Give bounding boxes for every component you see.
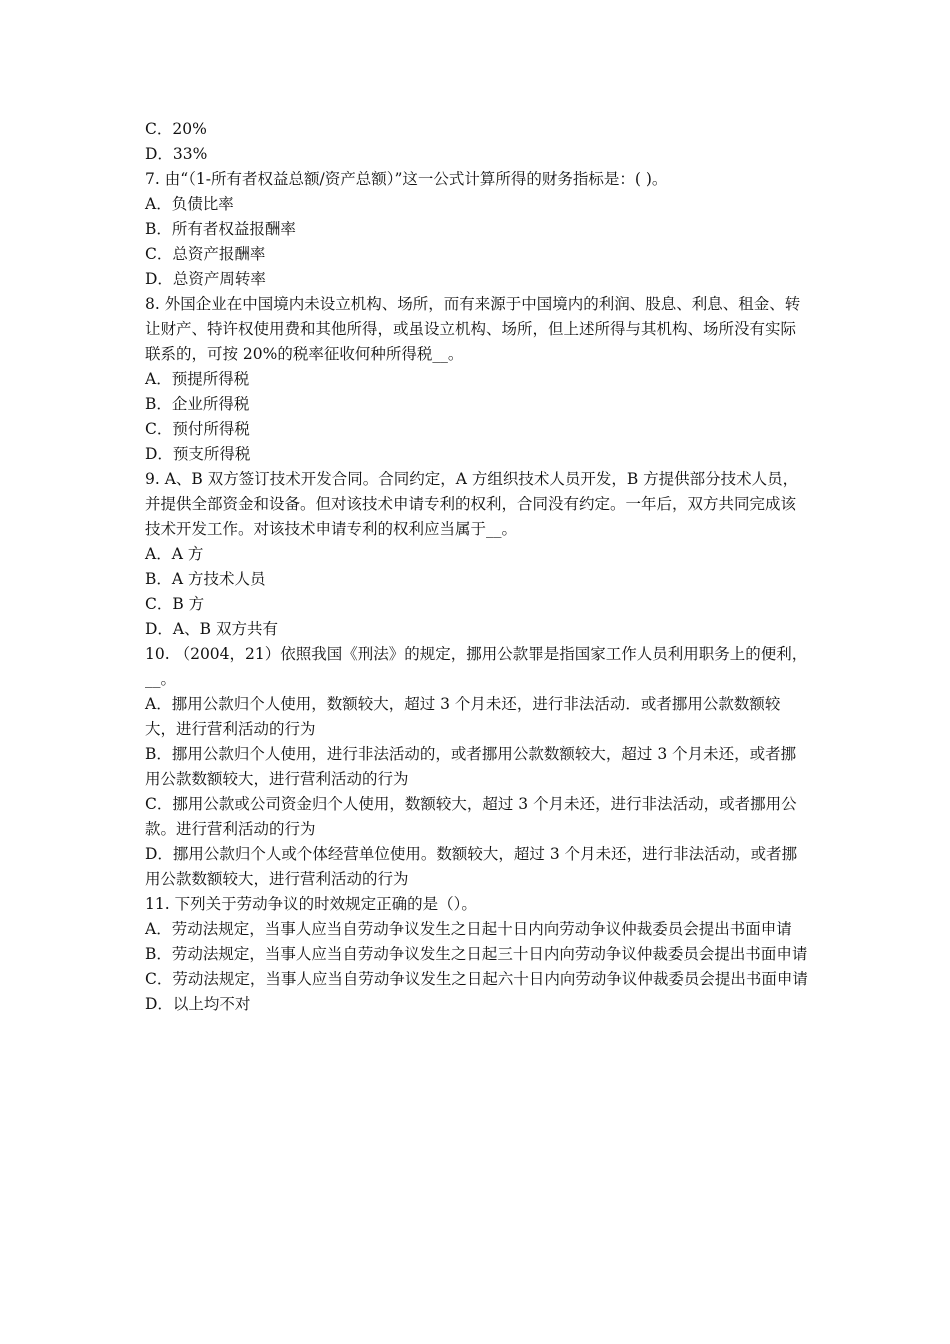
question-stem: 7. 由“（1-所有者权益总额/资产总额）”这一公式计算所得的财务指标是：( )。 (145, 170, 668, 188)
option-a: A．负债比率 (145, 195, 234, 213)
question-7 (145, 167, 808, 292)
option-a: A．预提所得税 (145, 370, 250, 388)
option-c: C．预付所得税 (145, 420, 250, 438)
question-stem: 8. 外国企业在中国境内未设立机构、场所，而有来源于中国境内的利润、股息、利息、租金、转让财产、特许权使用费和其他所得，或虽设立机构、场所，但上述所得与其机构、场所没有实际联系的，可按 20%的税率征收何种所得税__。 (145, 295, 801, 363)
option-d: D．以上均不对 (145, 995, 251, 1013)
option-d: D．33% (145, 145, 208, 163)
option-d: D．总资产周转率 (145, 270, 266, 288)
option-b: B．企业所得税 (145, 395, 250, 413)
previous-question-options (145, 117, 808, 167)
option-c: C．20% (145, 120, 207, 138)
option-d: D．预支所得税 (145, 445, 251, 463)
option-d: D．A、B 双方共有 (145, 620, 278, 638)
question-stem: 11. 下列关于劳动争议的时效规定正确的是（）。 (145, 895, 477, 913)
option-c: C．B 方 (145, 595, 205, 613)
option-b: B．所有者权益报酬率 (145, 220, 296, 238)
option-a: A．挪用公款归个人使用，数额较大，超过 3 个月未还，进行非法活动．或者挪用公款数额较大，进行营利活动的行为 (145, 695, 781, 738)
question-10 (145, 642, 808, 892)
option-b: B．劳动法规定，当事人应当自劳动争议发生之日起三十日内向劳动争议仲裁委员会提出书面申请 (145, 945, 808, 963)
question-stem: 9. A、B 双方签订技术开发合同。合同约定，A 方组织技术人员开发，B 方提供部分技术人员，并提供全部资金和设备。但对该技术申请专利的权利，合同没有约定。一年后，双方共同完成该技术开发工作。对该技术申请专利的权利应当属于__。 (145, 470, 799, 538)
question-stem: 10. （2004，21）依照我国《刑法》的规定，挪用公款罪是指国家工作人员利用职务上的便利，__。 (145, 645, 808, 688)
option-a: A．A 方 (145, 545, 204, 563)
question-11 (145, 892, 808, 1017)
option-b: B．挪用公款归个人使用，进行非法活动的，或者挪用公款数额较大，超过 3 个月未还，或者挪用公款数额较大，进行营利活动的行为 (145, 745, 797, 788)
question-8 (145, 292, 808, 467)
option-c: C．挪用公款或公司资金归个人使用，数额较大，超过 3 个月未还，进行非法活动，或者挪用公款。进行营利活动的行为 (145, 795, 797, 838)
option-a: A．劳动法规定，当事人应当自劳动争议发生之日起十日内向劳动争议仲裁委员会提出书面申请 (145, 920, 792, 938)
question-9 (145, 467, 808, 642)
option-d: D．挪用公款归个人或个体经营单位使用。数额较大，超过 3 个月未还，进行非法活动，或者挪用公款数额较大，进行营利活动的行为 (145, 845, 798, 888)
option-c: C．劳动法规定，当事人应当自劳动争议发生之日起六十日内向劳动争议仲裁委员会提出书面申请 (145, 970, 808, 988)
option-c: C．总资产报酬率 (145, 245, 266, 263)
option-b: B．A 方技术人员 (145, 570, 266, 588)
